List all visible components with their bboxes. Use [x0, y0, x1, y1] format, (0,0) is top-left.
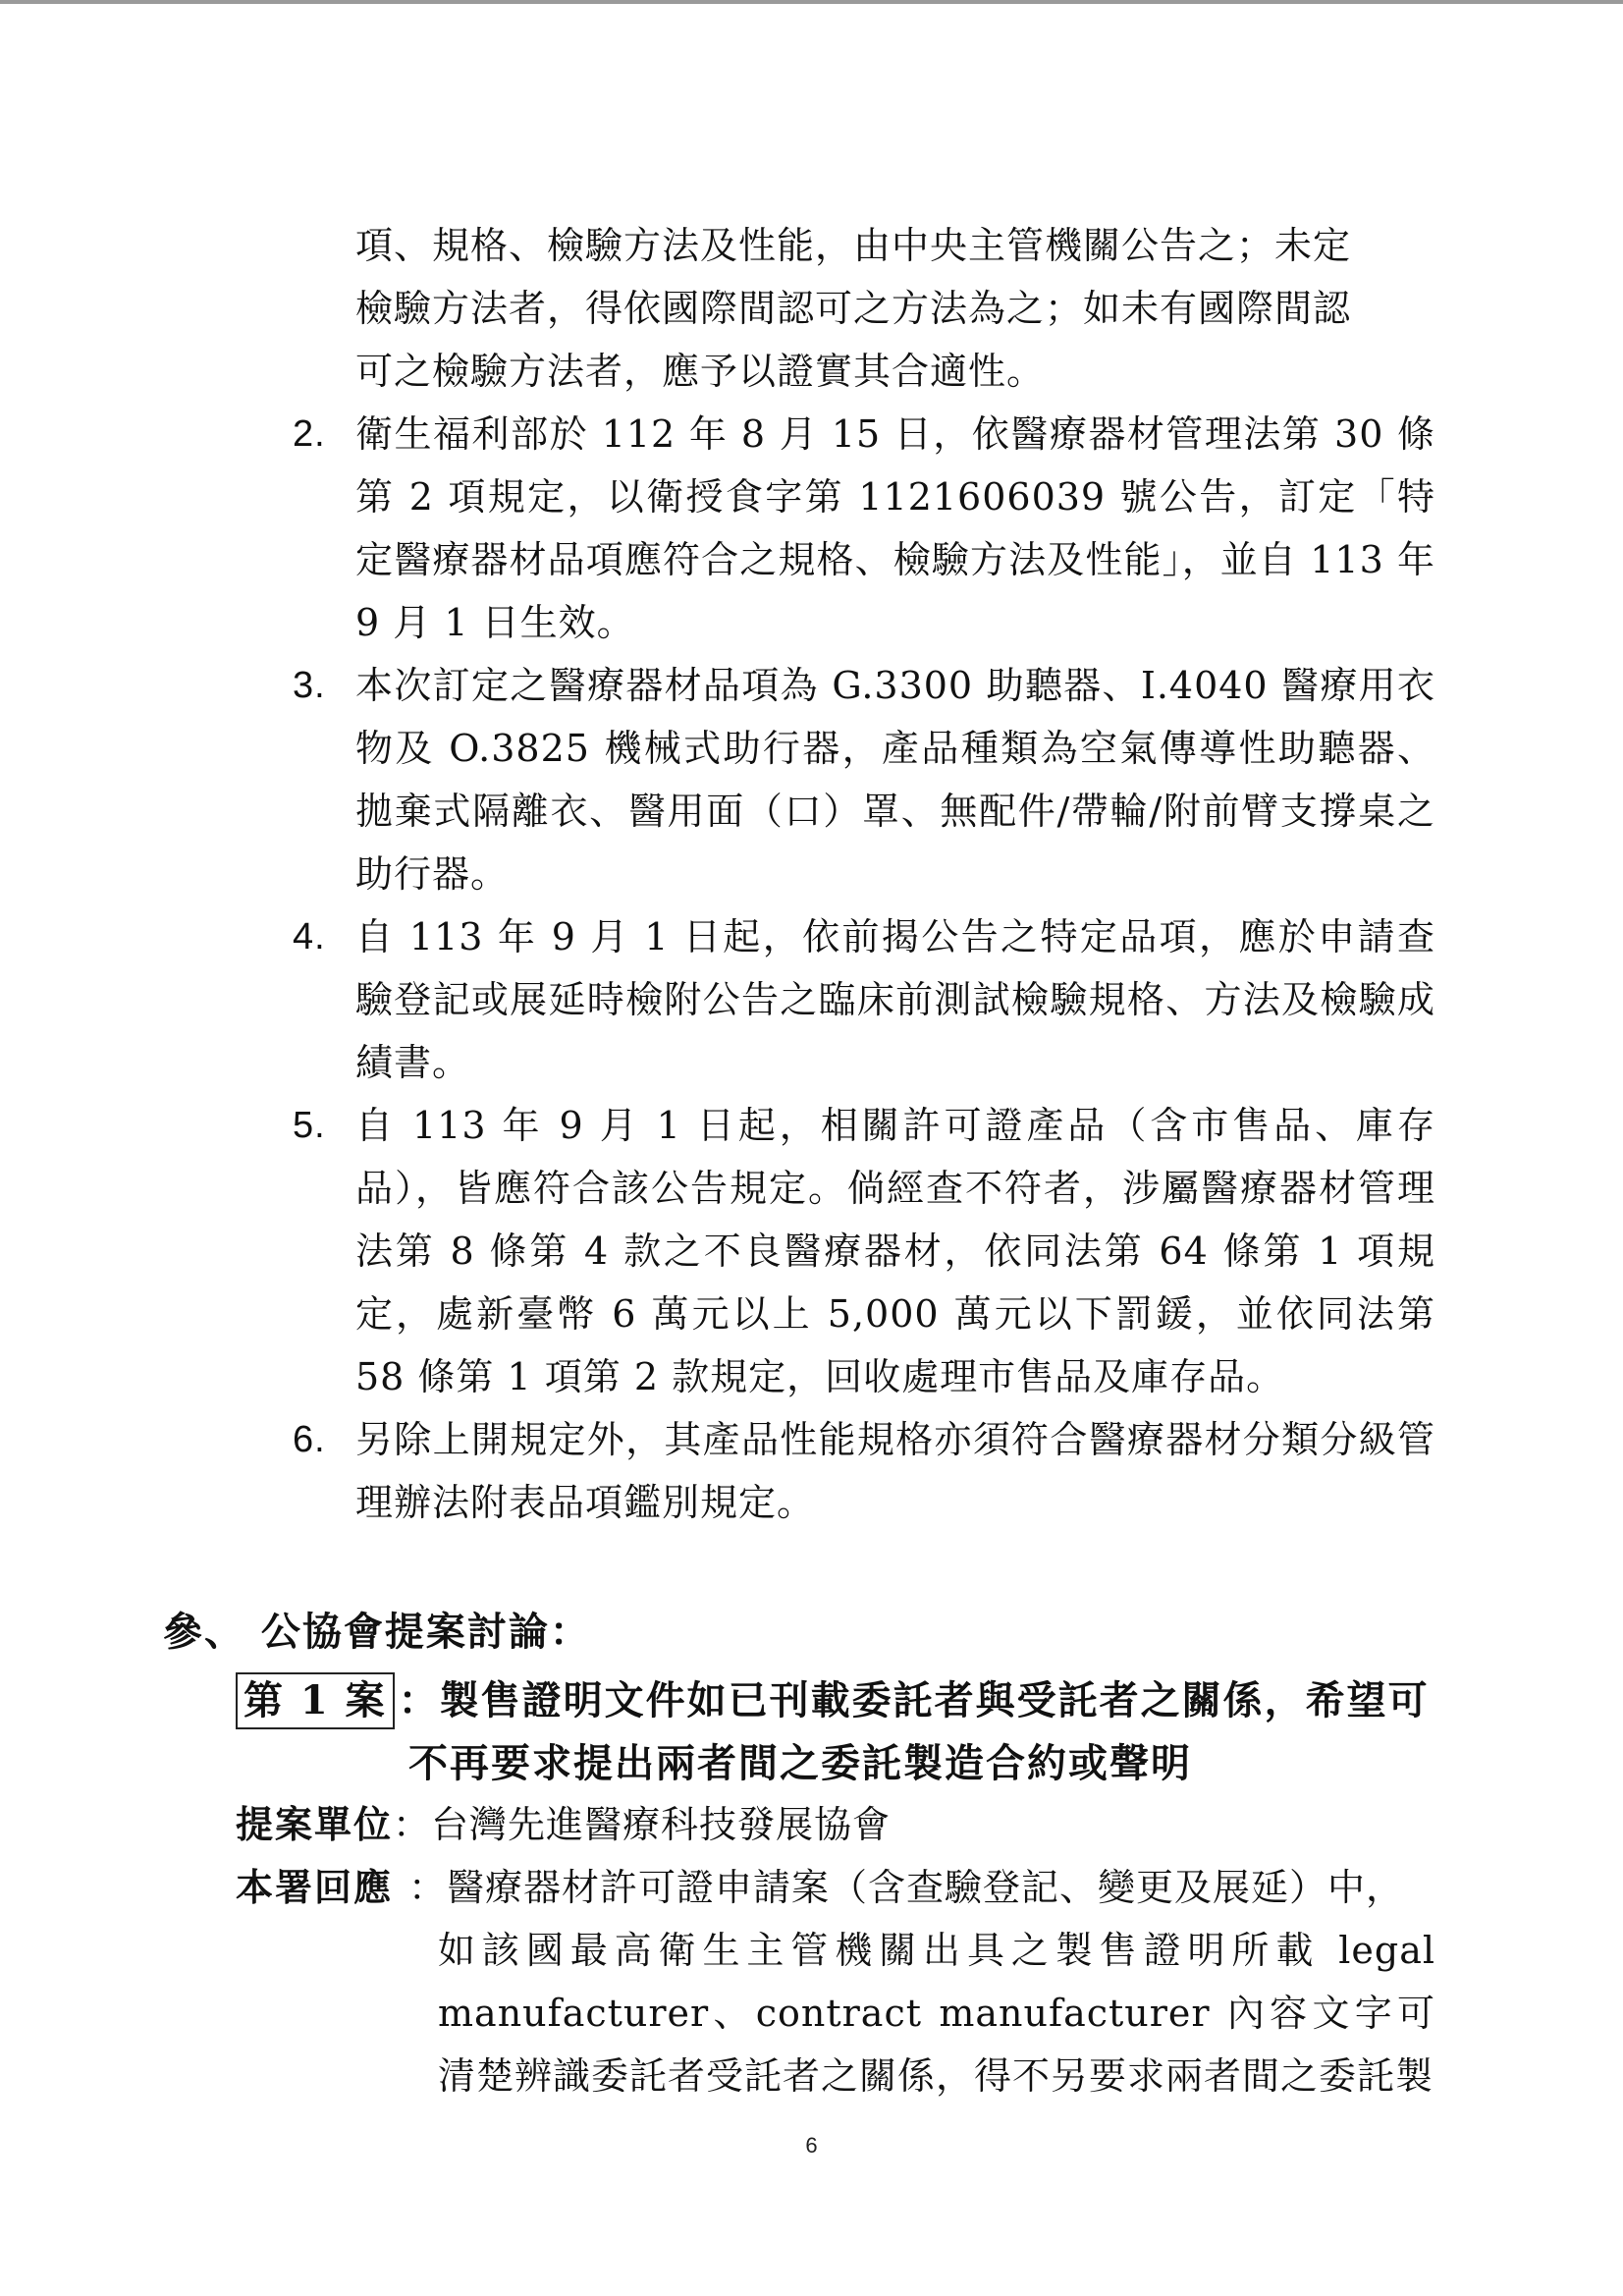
list-item: [293, 1094, 1435, 1408]
case-number-label: 第 1 案: [236, 1672, 395, 1729]
proposer-row: [236, 1793, 891, 1856]
list-item-text: 自 113 年 9 月 1 日起，相關許可證產品（含市售品、庫存品），皆應符合該公告規定。倘經查不符者，涉屬醫療器材管理法第 8 條第 4 款之不良醫療器材，依同法第 64 條第 1 項規定，處新臺幣 6 萬元以上 5,000 萬元以下罰鍰，並依同法第 58 條第 1 項第 2 款規定，回收處理市售品及庫存品。: [355, 1104, 1435, 1398]
list-item: [293, 1408, 1435, 1534]
case-title-line: ：製售證明文件如已刊載委託者與受託者之關係，希望可: [398, 1677, 1430, 1723]
list-item-number: 4.: [293, 916, 326, 957]
proposer-value: ：台灣先進醫療科技發展協會: [393, 1803, 892, 1846]
list-item-text: 自 113 年 9 月 1 日起，依前揭公告之特定品項，應於申請查驗登記或展延時檢附公告之臨床前測試檢驗規格、方法及檢驗成績書。: [355, 915, 1435, 1084]
list-item-number: 6.: [293, 1419, 326, 1460]
list-item-number: 2.: [293, 413, 326, 455]
list-item-number: 5.: [293, 1105, 326, 1146]
case-title-line: 不再要求提出兩者間之委託製造合約或聲明: [408, 1740, 1192, 1786]
reply-text: [408, 1856, 1435, 2107]
list-item-number: 3.: [293, 665, 326, 706]
continued-line: 檢驗方法者，得依國際間認可之方法為之；如未有國際間認: [355, 287, 1352, 330]
continued-paragraph: [355, 214, 1435, 403]
list-item: [293, 654, 1435, 905]
reply-first-line: ：醫療器材許可證申請案（含查驗登記、變更及展延）中，: [408, 1866, 1405, 1909]
list-item: [293, 905, 1435, 1094]
list-item: [293, 403, 1435, 654]
list-item-text: 本次訂定之醫療器材品項為 G.3300 助聽器、I.4040 醫療用衣物及 O.3825 機械式助行器，產品種類為空氣傳導性助聽器、拋棄式隔離衣、醫用面（口）罩、無配件/帶輪/附前臂支撐桌之助行器。: [355, 664, 1435, 896]
section-heading: 參、 公協會提案討論：: [163, 1609, 591, 1655]
reply-continuation: 如該國最高衛生主管機關出具之製售證明所載 legal manufacturer、contract manufacturer 內容文字可清楚辨識委託者受託者之關係，得不另要求兩者間之委託製: [438, 1929, 1435, 2098]
list-item-text: 衛生福利部於 112 年 8 月 15 日，依醫療器材管理法第 30 條第 2 項規定，以衛授食字第 1121606039 號公告，訂定「特定醫療器材品項應符合之規格、檢驗方法及性能」，並自 113 年 9 月 1 日生效。: [355, 412, 1435, 644]
case-title: [236, 1669, 1443, 1732]
continued-line: 可之檢驗方法者，應予以證實其合適性。: [355, 350, 1046, 393]
reply-label: 本署回應: [236, 1865, 394, 1909]
page-number: 6: [805, 2133, 818, 2158]
proposer-label: 提案單位: [236, 1802, 394, 1846]
numbered-list: [293, 403, 1435, 1534]
list-item-text: 另除上開規定外，其產品性能規格亦須符合醫療器材分類分級管理辦法附表品項鑑別規定。: [355, 1418, 1435, 1524]
continued-line: 項、規格、檢驗方法及性能，由中央主管機關公告之；未定: [355, 224, 1352, 267]
